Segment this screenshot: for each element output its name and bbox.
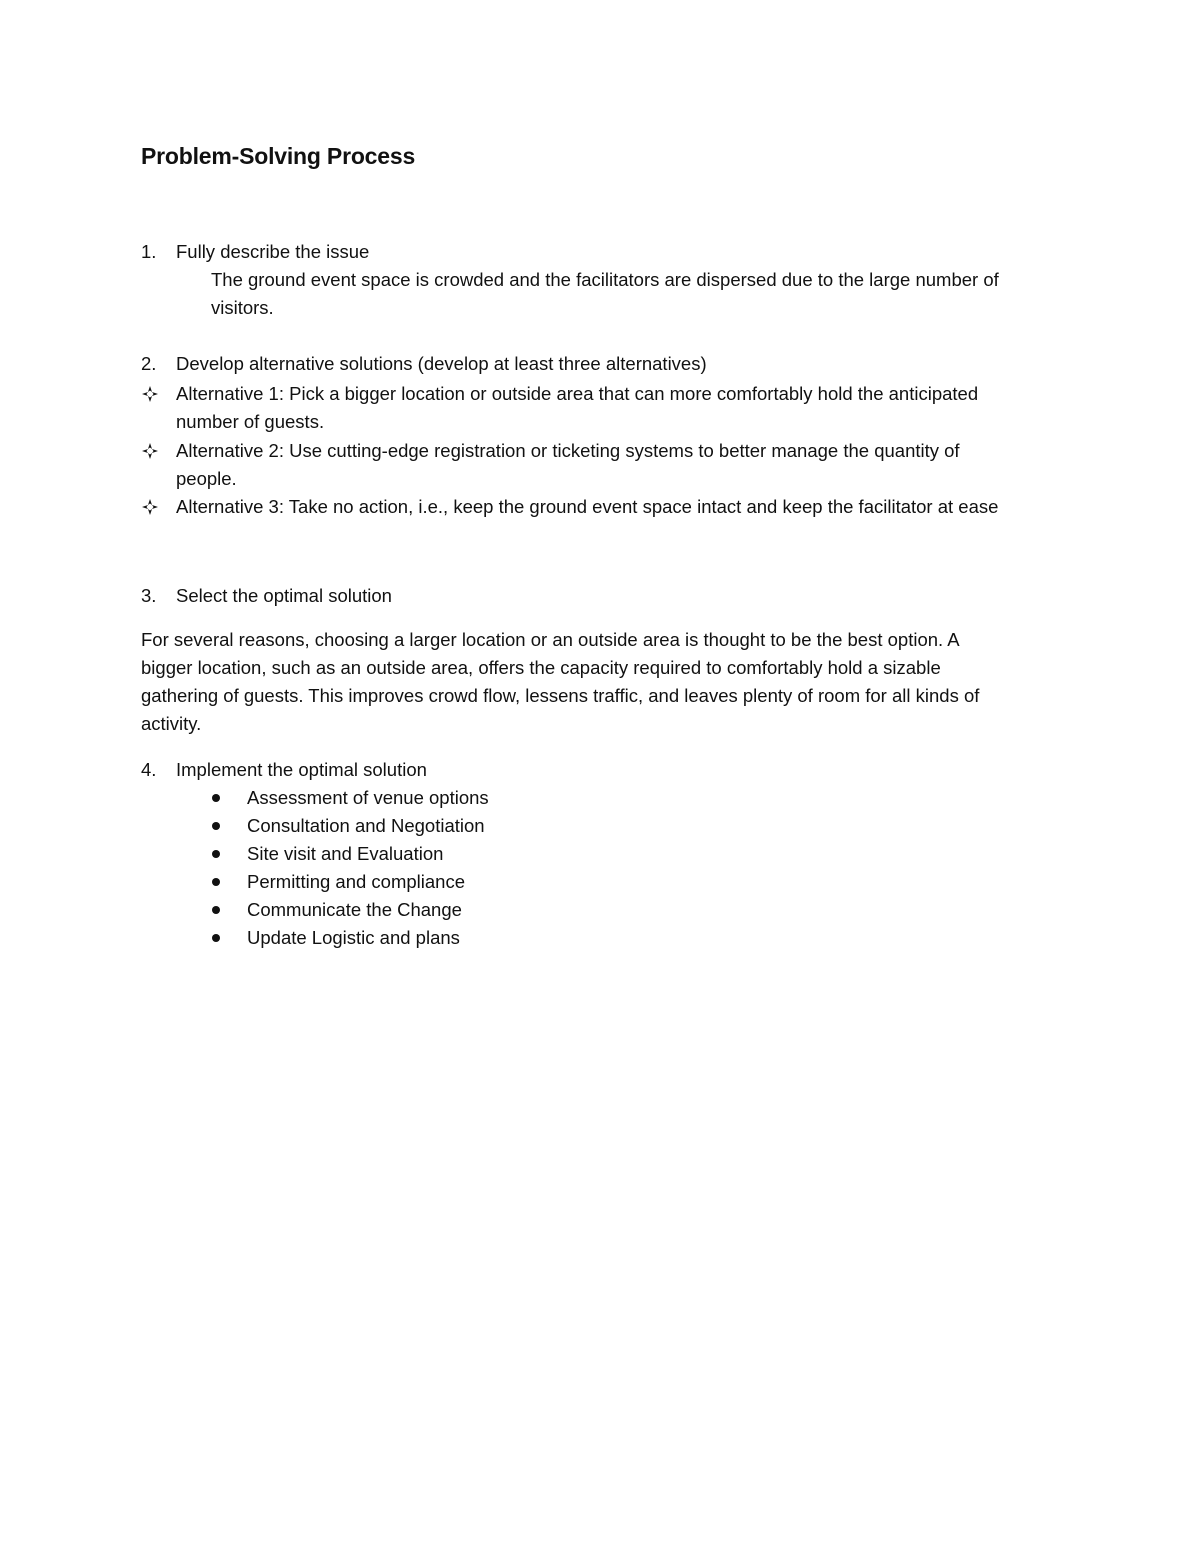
list-item: Assessment of venue options — [247, 787, 489, 808]
round-bullet-icon — [212, 878, 220, 886]
alternative-1-line-2: number of guests. — [176, 411, 325, 432]
diamond-bullet-icon — [141, 442, 159, 460]
section-1-heading: Fully describe the issue — [176, 241, 370, 262]
section-1-number: 1. — [141, 241, 157, 262]
section-3-paragraph-line-2: bigger location, such as an outside area, offers the capacity required to comfortably hold a sizable — [141, 657, 941, 678]
alternative-2-line-2: people. — [176, 468, 237, 489]
diamond-bullet-icon — [141, 385, 159, 403]
list-item: Consultation and Negotiation — [247, 815, 485, 836]
diamond-bullet-icon — [141, 498, 159, 516]
list-item: Site visit and Evaluation — [247, 843, 444, 864]
page-title: Problem-Solving Process — [141, 143, 416, 169]
section-3-paragraph-line-1: For several reasons, choosing a larger location or an outside area is thought to be the best option. A — [141, 629, 960, 650]
section-3-heading: Select the optimal solution — [176, 585, 392, 606]
alternative-1-line-1: Alternative 1: Pick a bigger location or outside area that can more comfortably hold the anticipated — [176, 383, 979, 404]
section-3-paragraph-line-3: gathering of guests. This improves crowd flow, lessens traffic, and leaves plenty of room for all kinds of — [141, 685, 980, 706]
section-3-paragraph-line-4: activity. — [141, 713, 202, 734]
section-1-body-line-1: The ground event space is crowded and the facilitators are dispersed due to the large number of — [211, 269, 999, 290]
round-bullet-icon — [212, 850, 220, 858]
list-item: Permitting and compliance — [247, 871, 465, 892]
section-4-heading: Implement the optimal solution — [176, 759, 427, 780]
round-bullet-icon — [212, 906, 220, 914]
round-bullet-icon — [212, 934, 220, 942]
section-3-number: 3. — [141, 585, 157, 606]
section-4-number: 4. — [141, 759, 157, 780]
round-bullet-icon — [212, 794, 220, 802]
alternative-3-line-1: Alternative 3: Take no action, i.e., keep the ground event space intact and keep the facilitator at ease — [176, 496, 999, 517]
alternative-2-line-1: Alternative 2: Use cutting-edge registration or ticketing systems to better manage the quantity of — [176, 440, 960, 461]
round-bullet-icon — [212, 822, 220, 830]
section-2-heading: Develop alternative solutions (develop at least three alternatives) — [176, 353, 707, 374]
list-item: Update Logistic and plans — [247, 927, 460, 948]
list-item: Communicate the Change — [247, 899, 462, 920]
section-2-number: 2. — [141, 353, 157, 374]
section-1-body-line-2: visitors. — [211, 297, 274, 318]
